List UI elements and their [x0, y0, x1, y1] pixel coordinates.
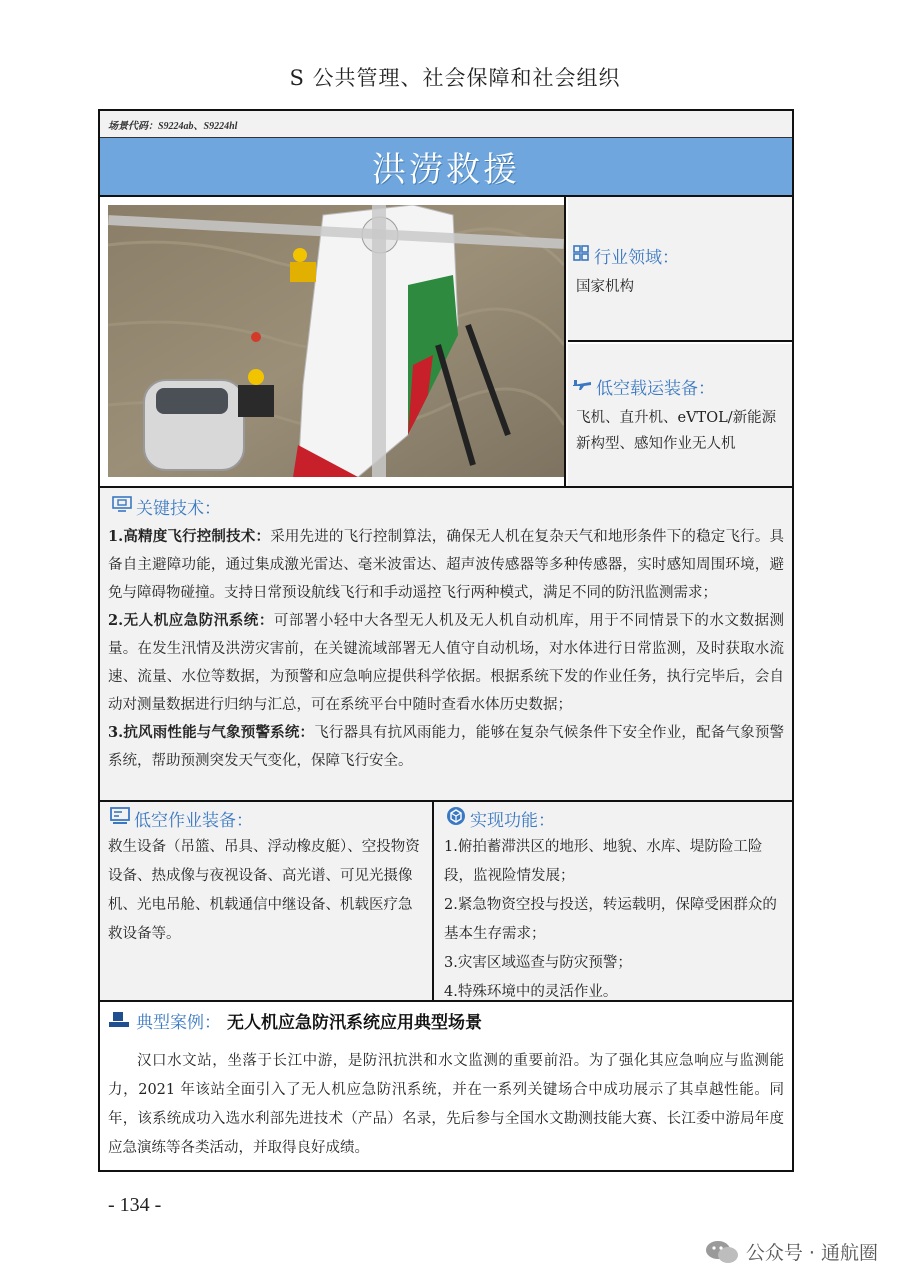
industry-heading [572, 243, 792, 268]
key-tech-item-heading: 2.无人机应急防汛系统： [108, 612, 274, 629]
screen-icon [112, 495, 132, 518]
key-tech-item [108, 719, 784, 775]
industry-label: 行业领域： [594, 248, 679, 268]
typical-case-text: 汉口水文站，坐落于长江中游，是防汛抗洪和水文监测的重要前沿。为了强化其应急响应与监测能力，2021 年该站全面引入了无人机应急防汛系统，并在一系列关键场合中成功展示了其卓越性能。同年，该系统成功入选水利部先进技术（产品）名录，先后参与全国水文勘测技能大赛、长江委中游局年度应急演练等各类活动，并取得良好成绩。 [108, 1053, 784, 1156]
industry-cell [568, 197, 792, 342]
functions-label: 实现功能： [470, 811, 555, 831]
wechat-icon [704, 1239, 740, 1265]
monitor-icon [110, 807, 130, 830]
scene-code: 场景代码：S9224ab、S9224hl [100, 111, 792, 137]
photo-cell [100, 197, 566, 486]
watermark [704, 1238, 878, 1265]
industry-value: 国家机构 [576, 279, 634, 295]
function-item: 1.俯拍蓄滞洪区的地形、地貌、水库、堤防险工险段，监视险情发展； [444, 839, 763, 884]
key-tech-heading [112, 494, 784, 519]
work-equipment-cell [100, 802, 434, 1000]
watermark-text: 公众号 · 通航圈 [745, 1242, 878, 1264]
work-equipment-label: 低空作业装备： [134, 811, 253, 831]
key-tech-section [100, 486, 792, 802]
key-tech-item [108, 607, 784, 719]
work-equipment-heading [110, 806, 426, 831]
key-tech-item [108, 523, 784, 607]
key-tech-item-text: 飞行器具有抗风雨能力，能够在复杂气候条件下安全作业，配备气象预警系统，帮助预测突发天气变化，保障飞行安全。 [108, 725, 785, 769]
function-item: 2.紧急物资空投与投送，转运载明，保障受困群众的基本生存需求； [444, 897, 777, 942]
scenario-card [98, 109, 794, 1172]
typical-case-section [100, 1002, 792, 1170]
page-number: - 134 - [108, 1194, 162, 1216]
scenario-title: 洪涝救援 [372, 150, 520, 190]
functions-heading [446, 806, 786, 831]
functions-cell [436, 802, 792, 1000]
typical-case-heading [108, 1008, 784, 1033]
grid-icon [572, 244, 590, 267]
aircraft-icon [572, 376, 592, 397]
rescue-helicopter-photo [108, 205, 564, 477]
typical-case-title: 无人机应急防汛系统应用典型场景 [227, 1013, 482, 1033]
carrier-equipment-heading [572, 374, 792, 399]
title-bar [100, 137, 792, 197]
key-tech-item-text: 可部署小轻中大各型无人机及无人机自动机库，用于不同情景下的水文数据测量。在发生汛情及洪涝灾害前，在关键流域部署无人值守自动机场，对水体进行日常监测，及时获取水流速、流量、水位等数据，为预警和应急响应提供科学依据。根据系统下发的作业任务，执行完毕后，会自动对测量数据进行归纳与汇总，可在系统平台中随时查看水体历史数据； [108, 613, 785, 713]
carrier-equipment-value: 飞机、直升机、eVTOL/新能源新构型、感知作业无人机 [576, 410, 777, 452]
typical-case-label: 典型案例： [136, 1013, 221, 1033]
work-equipment-value: 救生设备（吊篮、吊具、浮动橡皮艇）、空投物资设备、热成像与夜视设备、高光谱、可见光摄像机、光电吊舱、机载通信中继设备、机载医疗急救设备等。 [108, 839, 420, 942]
function-item: 4.特殊环境中的灵活作业。 [444, 984, 618, 1000]
equipment-function-row [100, 802, 792, 1002]
function-item: 3.灾害区域巡查与防灾预警； [444, 955, 632, 971]
running-header: S 公共管理、社会保障和社会组织 [289, 66, 621, 90]
key-tech-item-heading: 1.高精度飞行控制技术： [108, 528, 271, 545]
key-tech-item-heading: 3.抗风雨性能与气象预警系统： [108, 724, 315, 741]
cube-icon [446, 806, 466, 831]
carrier-equipment-cell [568, 344, 792, 486]
person-icon [108, 1010, 130, 1032]
carrier-equipment-label: 低空载运装备： [596, 379, 715, 399]
key-tech-label: 关键技术： [136, 499, 221, 519]
key-tech-item-text: 采用先进的飞行控制算法，确保无人机在复杂天气和地形条件下的稳定飞行。具备自主避障功能，通过集成激光雷达、毫米波雷达、超声波传感器等多种传感器，实时感知周围环境，避免与障碍物碰撞。支持日常预设航线飞行和手动遥控飞行两种模式，满足不同的防汛监测需求； [108, 529, 785, 601]
